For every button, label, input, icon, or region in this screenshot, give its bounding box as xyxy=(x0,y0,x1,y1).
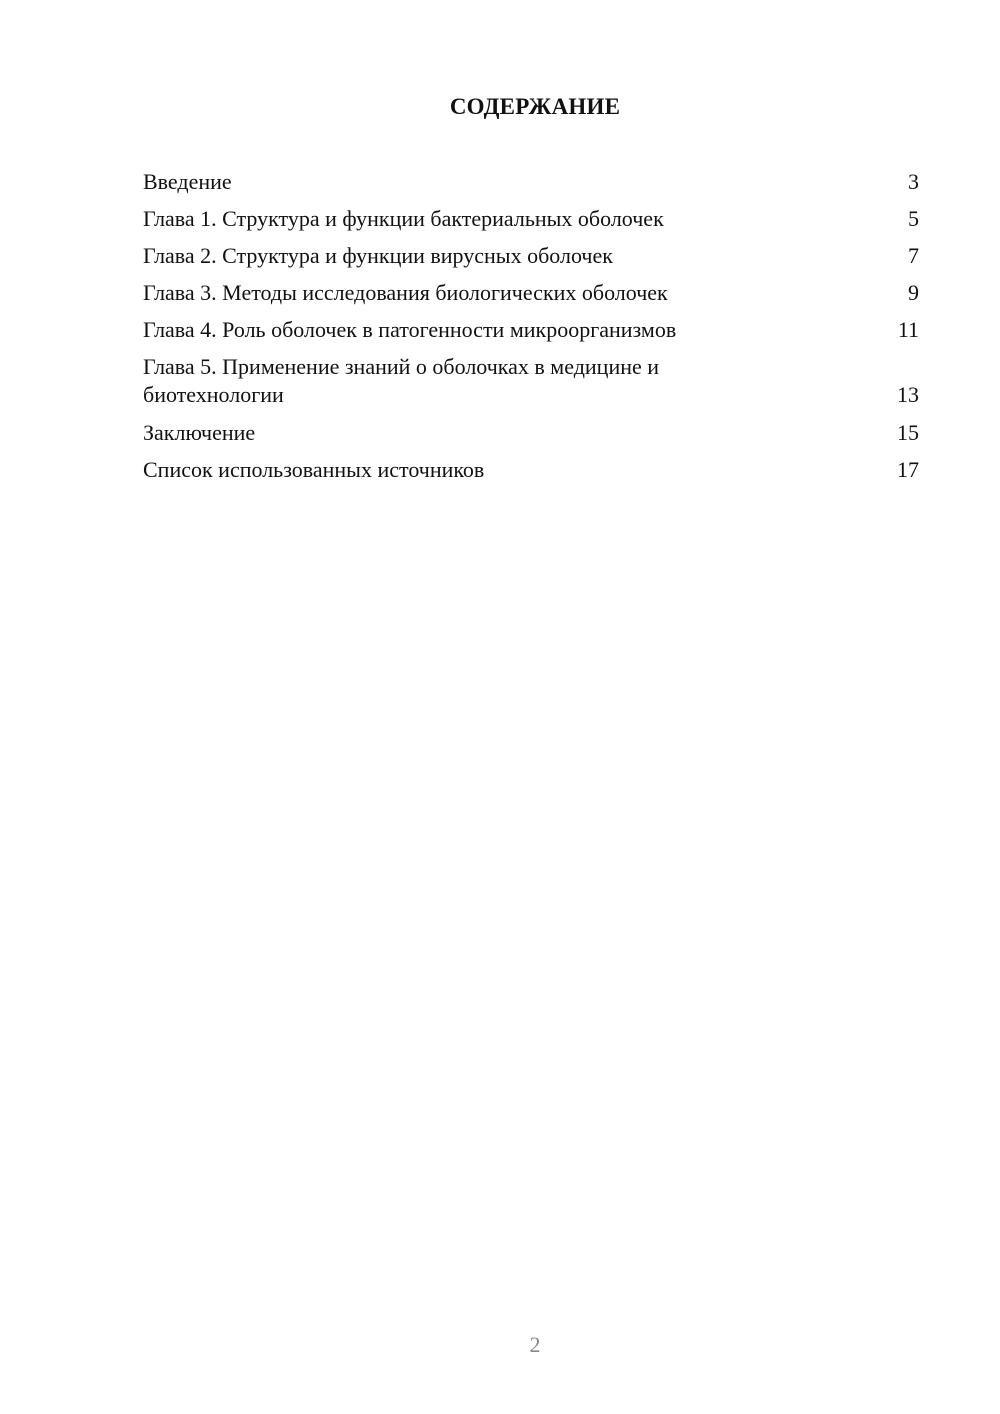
toc-entry-page: 7 xyxy=(908,243,919,268)
toc-entry-label: Глава 1. Структура и функции бактериальных оболочек xyxy=(143,206,664,231)
toc-entry-page: 5 xyxy=(908,206,919,231)
page-number: 2 xyxy=(529,1332,541,1357)
toc-entry-label: Глава 3. Методы исследования биологических оболочек xyxy=(143,280,668,305)
toc-entry xyxy=(143,242,919,270)
toc-entry-label: Заключение xyxy=(143,420,256,445)
page-title: СОДЕРЖАНИЕ xyxy=(449,94,621,119)
toc-entry-page: 15 xyxy=(897,420,919,445)
toc-entry xyxy=(143,316,919,344)
toc-entry-page: 3 xyxy=(908,169,919,194)
toc-entry-label: Список использованных источников xyxy=(143,457,485,482)
toc-entry-label: Глава 5. Применение знаний о оболочках в медицине и биотехнологии xyxy=(143,354,660,407)
toc-entry xyxy=(143,419,919,447)
toc-entry xyxy=(143,205,919,233)
toc-entry xyxy=(143,279,919,307)
table-of-contents xyxy=(143,168,919,493)
toc-entry-page: 9 xyxy=(908,280,919,305)
toc-entry xyxy=(143,353,919,409)
toc-entry-page: 11 xyxy=(897,317,919,342)
toc-entry-label: Глава 4. Роль оболочек в патогенности микроорганизмов xyxy=(143,317,677,342)
toc-entry-label: Введение xyxy=(143,169,232,194)
toc-entry xyxy=(143,168,919,196)
toc-entry xyxy=(143,456,919,484)
toc-entry-page: 17 xyxy=(897,457,919,482)
toc-entry-label: Глава 2. Структура и функции вирусных оболочек xyxy=(143,243,613,268)
toc-entry-page: 13 xyxy=(897,382,919,407)
